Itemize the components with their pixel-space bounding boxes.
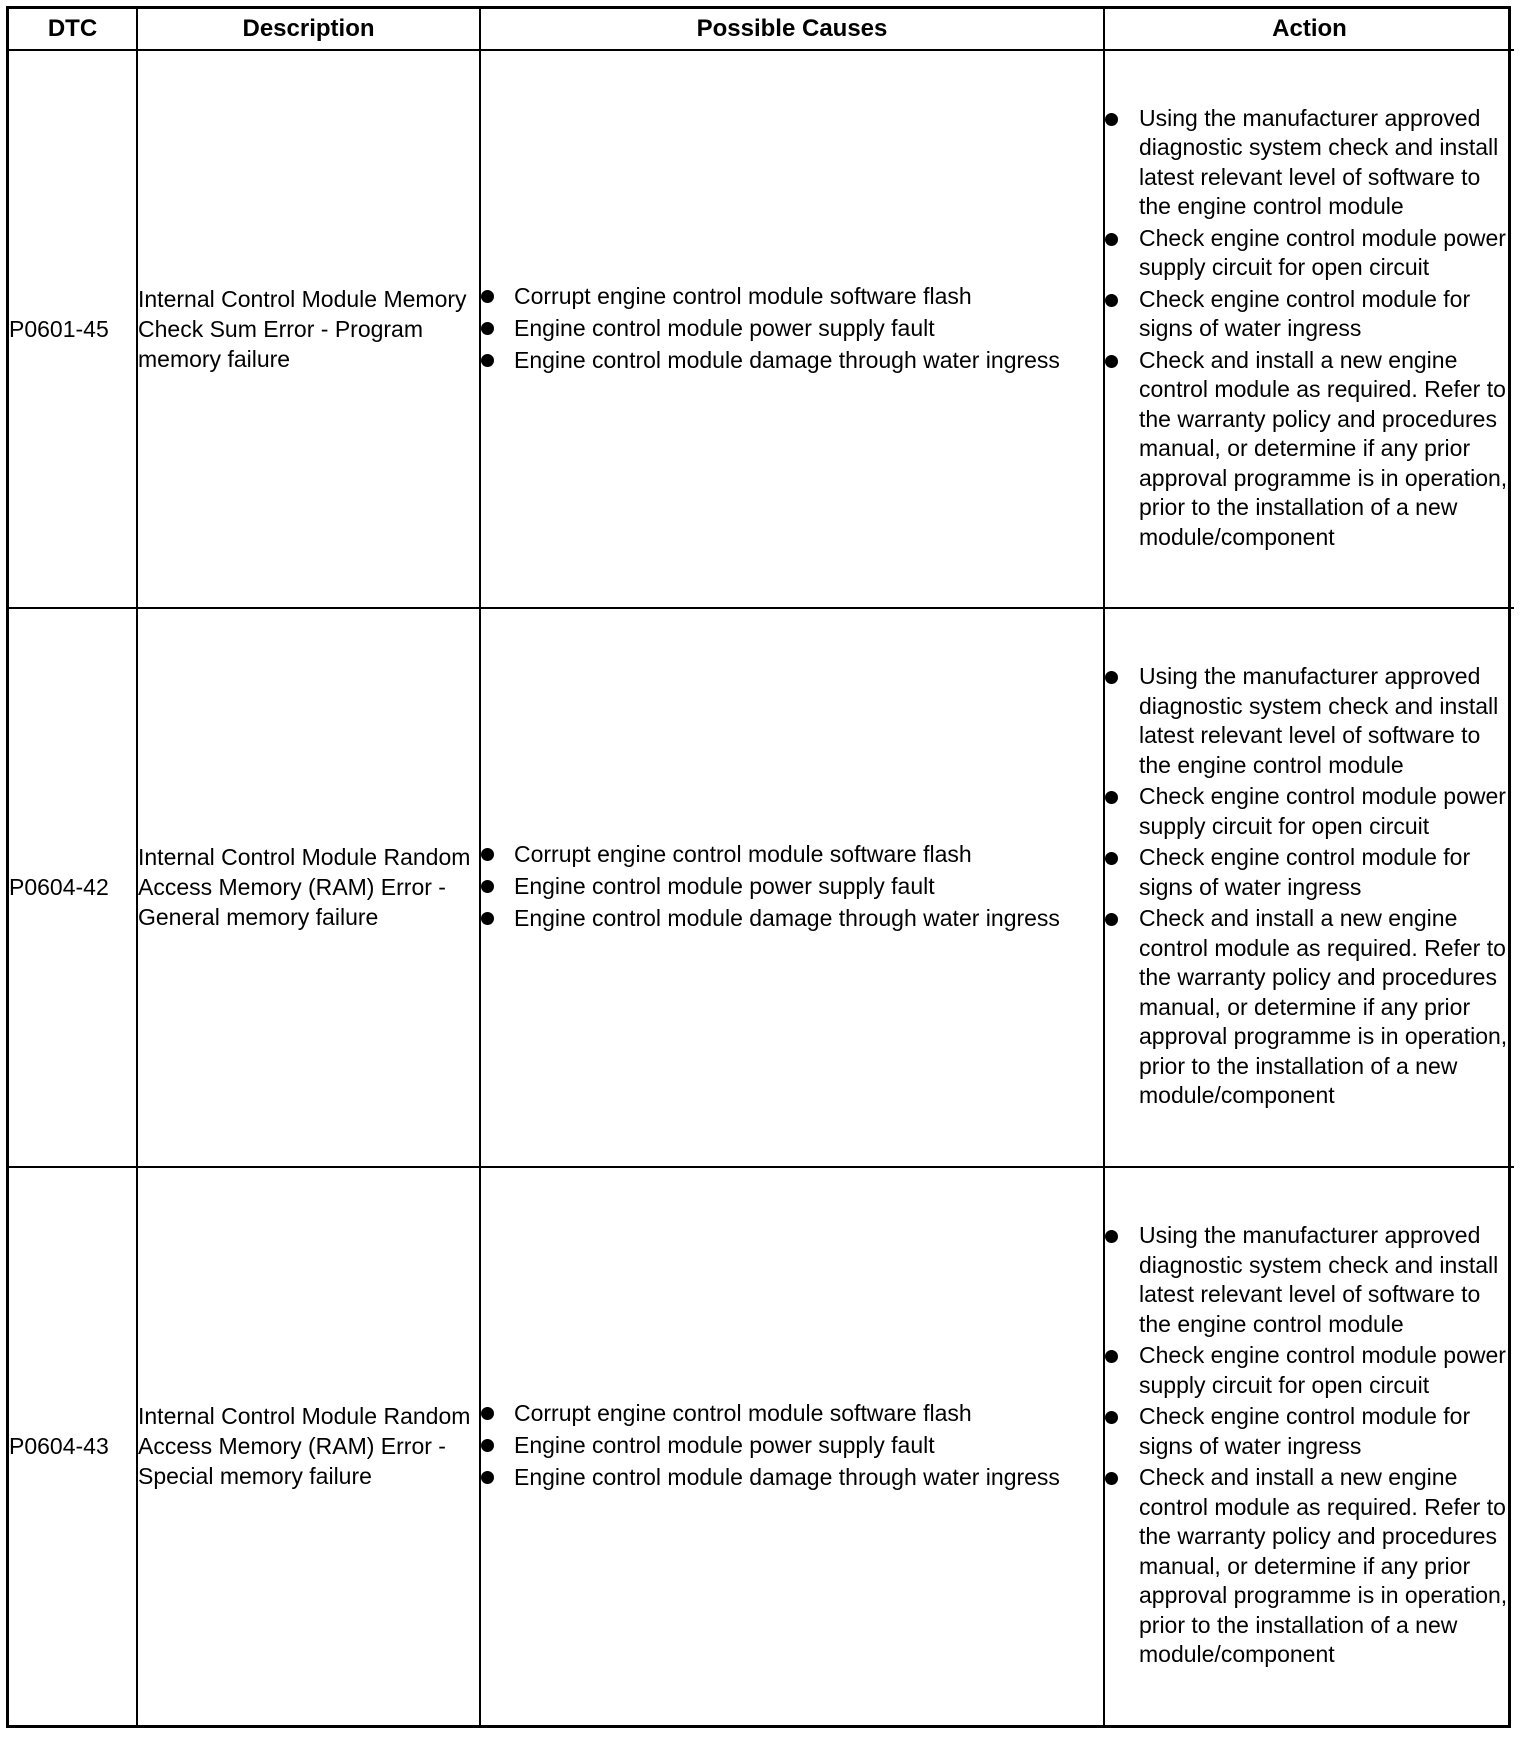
cause-item: Engine control module power supply fault — [481, 871, 1103, 901]
action-cell — [1104, 608, 1514, 1166]
table-row — [9, 1167, 1514, 1725]
cause-item: Corrupt engine control module software flash — [481, 1398, 1103, 1428]
cause-item: Engine control module damage through water ingress — [481, 1462, 1103, 1492]
header-action: Action — [1104, 9, 1514, 50]
action-item: Check engine control module for signs of water ingress — [1105, 1402, 1514, 1461]
action-item: Check and install a new engine control module as required. Refer to the warranty policy and procedures manual, or determine if any prior approval programme is in operation, prior to the installation of a new module/component — [1105, 904, 1514, 1111]
table-row — [9, 608, 1514, 1166]
action-item: Check engine control module power supply circuit for open circuit — [1105, 782, 1514, 841]
possible-causes-list — [481, 281, 1103, 375]
possible-causes-cell — [480, 608, 1104, 1166]
dtc-description: Internal Control Module Random Access Memory (RAM) Error - Special memory failure — [137, 1167, 480, 1725]
possible-causes-list — [481, 1398, 1103, 1492]
dtc-code: P0601-45 — [9, 50, 137, 608]
dtc-table — [9, 9, 1514, 1725]
cause-item: Engine control module power supply fault — [481, 1430, 1103, 1460]
action-item: Using the manufacturer approved diagnostic system check and install latest relevant level of software to the engine control module — [1105, 1221, 1514, 1339]
table-row — [9, 50, 1514, 608]
header-row — [9, 9, 1514, 50]
action-item: Using the manufacturer approved diagnostic system check and install latest relevant level of software to the engine control module — [1105, 662, 1514, 780]
possible-causes-cell — [480, 1167, 1104, 1725]
dtc-code: P0604-43 — [9, 1167, 137, 1725]
dtc-description: Internal Control Module Memory Check Sum Error - Program memory failure — [137, 50, 480, 608]
header-dtc: DTC — [9, 9, 137, 50]
action-item: Check and install a new engine control module as required. Refer to the warranty policy and procedures manual, or determine if any prior approval programme is in operation, prior to the installation of a new module/component — [1105, 346, 1514, 553]
action-list — [1105, 662, 1514, 1111]
action-list — [1105, 104, 1514, 553]
action-item: Check engine control module for signs of water ingress — [1105, 843, 1514, 902]
action-item: Check and install a new engine control module as required. Refer to the warranty policy and procedures manual, or determine if any prior approval programme is in operation, prior to the installation of a new module/component — [1105, 1463, 1514, 1670]
cause-item: Engine control module damage through water ingress — [481, 903, 1103, 933]
cause-item: Corrupt engine control module software flash — [481, 839, 1103, 869]
action-cell — [1104, 1167, 1514, 1725]
header-description: Description — [137, 9, 480, 50]
dtc-description: Internal Control Module Random Access Memory (RAM) Error - General memory failure — [137, 608, 480, 1166]
cause-item: Engine control module power supply fault — [481, 313, 1103, 343]
header-possible-causes: Possible Causes — [480, 9, 1104, 50]
possible-causes-cell — [480, 50, 1104, 608]
action-item: Check engine control module for signs of water ingress — [1105, 285, 1514, 344]
dtc-table-frame — [6, 6, 1511, 1728]
action-list — [1105, 1221, 1514, 1670]
cause-item: Corrupt engine control module software flash — [481, 281, 1103, 311]
cause-item: Engine control module damage through water ingress — [481, 345, 1103, 375]
dtc-code: P0604-42 — [9, 608, 137, 1166]
possible-causes-list — [481, 839, 1103, 933]
action-cell — [1104, 50, 1514, 608]
action-item: Check engine control module power supply circuit for open circuit — [1105, 224, 1514, 283]
action-item: Using the manufacturer approved diagnostic system check and install latest relevant level of software to the engine control module — [1105, 104, 1514, 222]
action-item: Check engine control module power supply circuit for open circuit — [1105, 1341, 1514, 1400]
